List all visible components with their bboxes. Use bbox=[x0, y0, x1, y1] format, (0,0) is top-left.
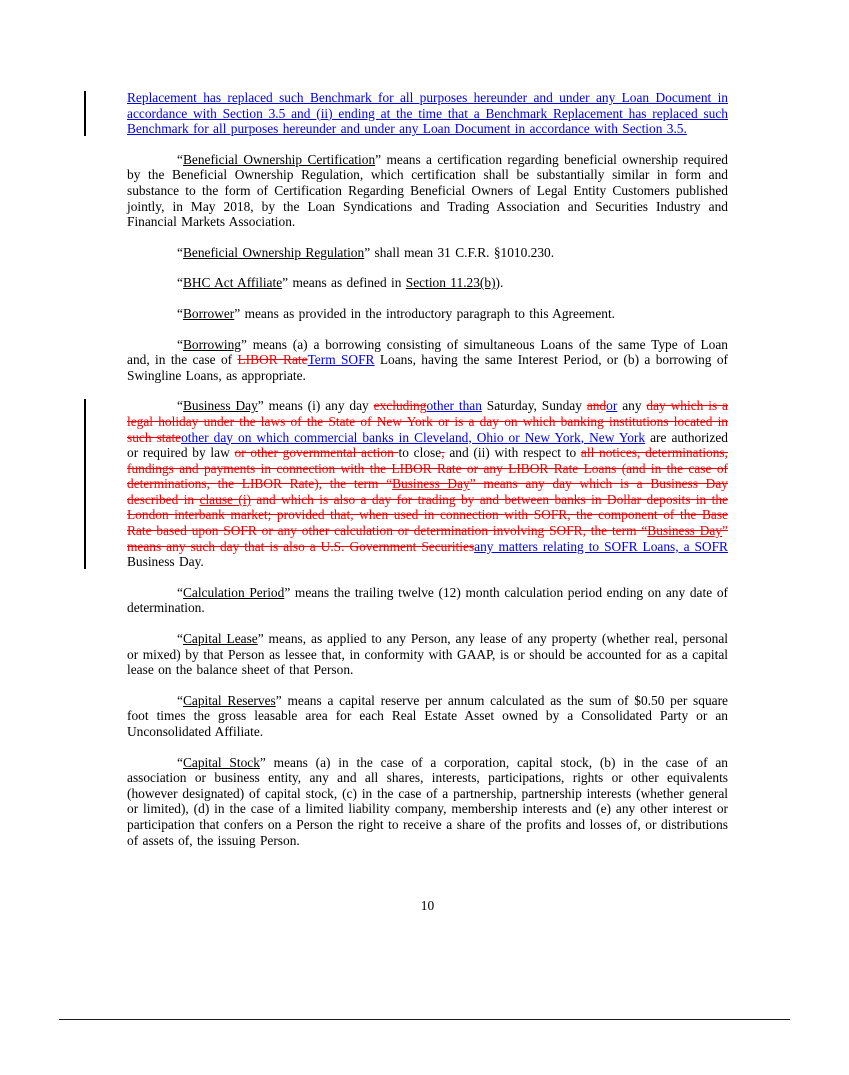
body-text: Business Day. bbox=[127, 554, 204, 570]
deleted-text: , bbox=[441, 445, 445, 461]
body-text: ” shall mean 31 C.F.R. §1010.230. bbox=[364, 244, 555, 260]
change-bar bbox=[84, 399, 86, 569]
defined-term: Business Day bbox=[182, 398, 258, 414]
inserted-text: Term SOFR bbox=[307, 352, 375, 368]
paragraph bbox=[127, 275, 728, 291]
paragraph bbox=[127, 631, 728, 678]
inserted-text: or bbox=[606, 398, 618, 414]
deleted-text: ” means any such day that is also a U.S. Government Securities bbox=[127, 523, 728, 554]
body-text: “ bbox=[177, 584, 183, 600]
defined-term: BHC Act Affiliate bbox=[182, 275, 283, 291]
body-text: “ bbox=[177, 305, 183, 321]
deleted-text: excluding bbox=[373, 398, 427, 414]
paragraph bbox=[127, 245, 728, 261]
body-text: “ bbox=[177, 398, 183, 414]
defined-term: Beneficial Ownership Regulation bbox=[182, 244, 365, 260]
defined-term: Capital Stock bbox=[182, 754, 260, 770]
body-text: to close bbox=[398, 445, 442, 461]
body-text: ” means a certification regarding beneficial ownership required by the Beneficial Ownership Regulation, which certification shall be substantially similar in form and substance to the form of Certification Regarding Beneficial Owners of Legal Entity Customers published jointly, in May 2018, by the Loan Syndications and Trading Association and Securities Industry and Financial Markets Association. bbox=[127, 151, 729, 230]
paragraph bbox=[127, 398, 728, 570]
body-text: ” means (i) any day bbox=[257, 398, 374, 414]
body-text: ). bbox=[495, 275, 504, 291]
body-text: “ bbox=[177, 151, 183, 167]
paragraph bbox=[127, 693, 728, 740]
deleted-text: day which is a legal holiday under the laws of the State of New York or is a day on which banking institutions located in such state bbox=[127, 398, 729, 445]
body-text: any bbox=[617, 398, 647, 414]
deleted-text: clause (i) bbox=[199, 491, 252, 507]
inserted-text: other than bbox=[426, 398, 482, 414]
body-text: ” means as defined in bbox=[282, 275, 406, 291]
body-text: “ bbox=[177, 631, 183, 647]
defined-term: Borrower bbox=[182, 305, 235, 321]
defined-term: Calculation Period bbox=[182, 584, 285, 600]
paragraph bbox=[127, 306, 728, 322]
defined-term: Capital Lease bbox=[182, 631, 258, 647]
deleted-text: and bbox=[586, 398, 607, 414]
deleted-text: Business Day bbox=[392, 476, 470, 492]
footer-rule bbox=[59, 1019, 790, 1020]
body-text: and (ii) with respect to bbox=[444, 445, 581, 461]
paragraph bbox=[127, 755, 728, 849]
defined-term: Section 11.23(b) bbox=[405, 275, 496, 291]
paragraph bbox=[127, 337, 728, 384]
paragraph bbox=[127, 90, 728, 137]
body-text: Saturday, Sunday bbox=[481, 398, 587, 414]
inserted-text: any matters relating to SOFR Loans, a SOFR bbox=[474, 538, 728, 554]
defined-term: Beneficial Ownership Certification bbox=[182, 151, 376, 167]
body-text: are authorized or required by law bbox=[127, 429, 728, 461]
defined-term: Borrowing bbox=[182, 336, 241, 352]
deleted-text: ” means any day which is a Business Day described in bbox=[127, 476, 728, 507]
inserted-text: Replacement has replaced such Benchmark for all purposes hereunder and under any Loan Document in accordance with Section 3.5 and (ii) ending at the time that a Benchmark Replacement has replaced such Benchmark for all purposes hereunder and under any Loan Document in accordance with Section 3.5. bbox=[127, 90, 728, 137]
body-text: ” means a capital reserve per annum calculated as the sum of $0.50 per square foot times the gross leasable area for each Real Estate Asset owned by a Consolidated Party or an Unconsolidated Affiliate. bbox=[127, 692, 728, 739]
body-text: Loans, having the same Interest Period, or (b) a borrowing of Swingline Loans, as appropriate. bbox=[127, 352, 729, 383]
body-text: ” means (a) in the case of a corporation, capital stock, (b) in the case of an association or business entity, any and all shares, interests, participations, rights or other equivalents (however designated) of capital stock, (c) in the case of a partnership, partnership interests (whether general or limited), (d) in the case of a limited liability company, membership interests and (e) any other interest or participation that confers on a Person the right to receive a share of the profits and losses of, or distributions of assets of, the issuing Person. bbox=[127, 754, 728, 848]
page-number: 10 bbox=[420, 898, 435, 913]
body-text: “ bbox=[177, 275, 183, 291]
deleted-text: all notices, determinations, fundings and payments in connection with the LIBOR Rate or any LIBOR Rate Loans (and in the case of determinations, the LIBOR Rate), the term “ bbox=[127, 445, 728, 492]
body-text: ” means (a) a borrowing consisting of simultaneous Loans of the same Type of Loan and, in the case of bbox=[127, 336, 728, 368]
body-text: ” means, as applied to any Person, any lease of any property (whether real, personal or mixed) by that Person as lessee that, in conformity with GAAP, is or should be accounted for as a capital lease on the balance sheet of that Person. bbox=[127, 631, 728, 678]
change-bar bbox=[84, 91, 86, 136]
deleted-text: Business Day bbox=[647, 523, 723, 539]
body-text: “ bbox=[177, 754, 183, 770]
defined-term: Capital Reserves bbox=[182, 692, 276, 708]
body-text: “ bbox=[177, 692, 183, 708]
deleted-text: LIBOR Rate bbox=[237, 352, 308, 368]
body-text: ” means as provided in the introductory paragraph to this Agreement. bbox=[234, 305, 616, 321]
body-text: “ bbox=[177, 336, 183, 352]
body-text: ” means the trailing twelve (12) month calculation period ending on any date of determination. bbox=[127, 584, 728, 616]
inserted-text: other day on which commercial banks in Cleveland, Ohio or New York, New York bbox=[181, 429, 646, 445]
deleted-text: and which is also a day for trading by and between banks in Dollar deposits in the London interbank market; provided that, when used in connection with SOFR, the component of the Base Rate based upon SOFR or any other calculation or determination involving SOFR, the term “ bbox=[127, 491, 728, 539]
deleted-text: or other governmental action bbox=[234, 445, 399, 461]
document-body bbox=[127, 90, 728, 863]
body-text: “ bbox=[177, 244, 183, 260]
paragraph bbox=[127, 585, 728, 616]
paragraph bbox=[127, 152, 728, 230]
